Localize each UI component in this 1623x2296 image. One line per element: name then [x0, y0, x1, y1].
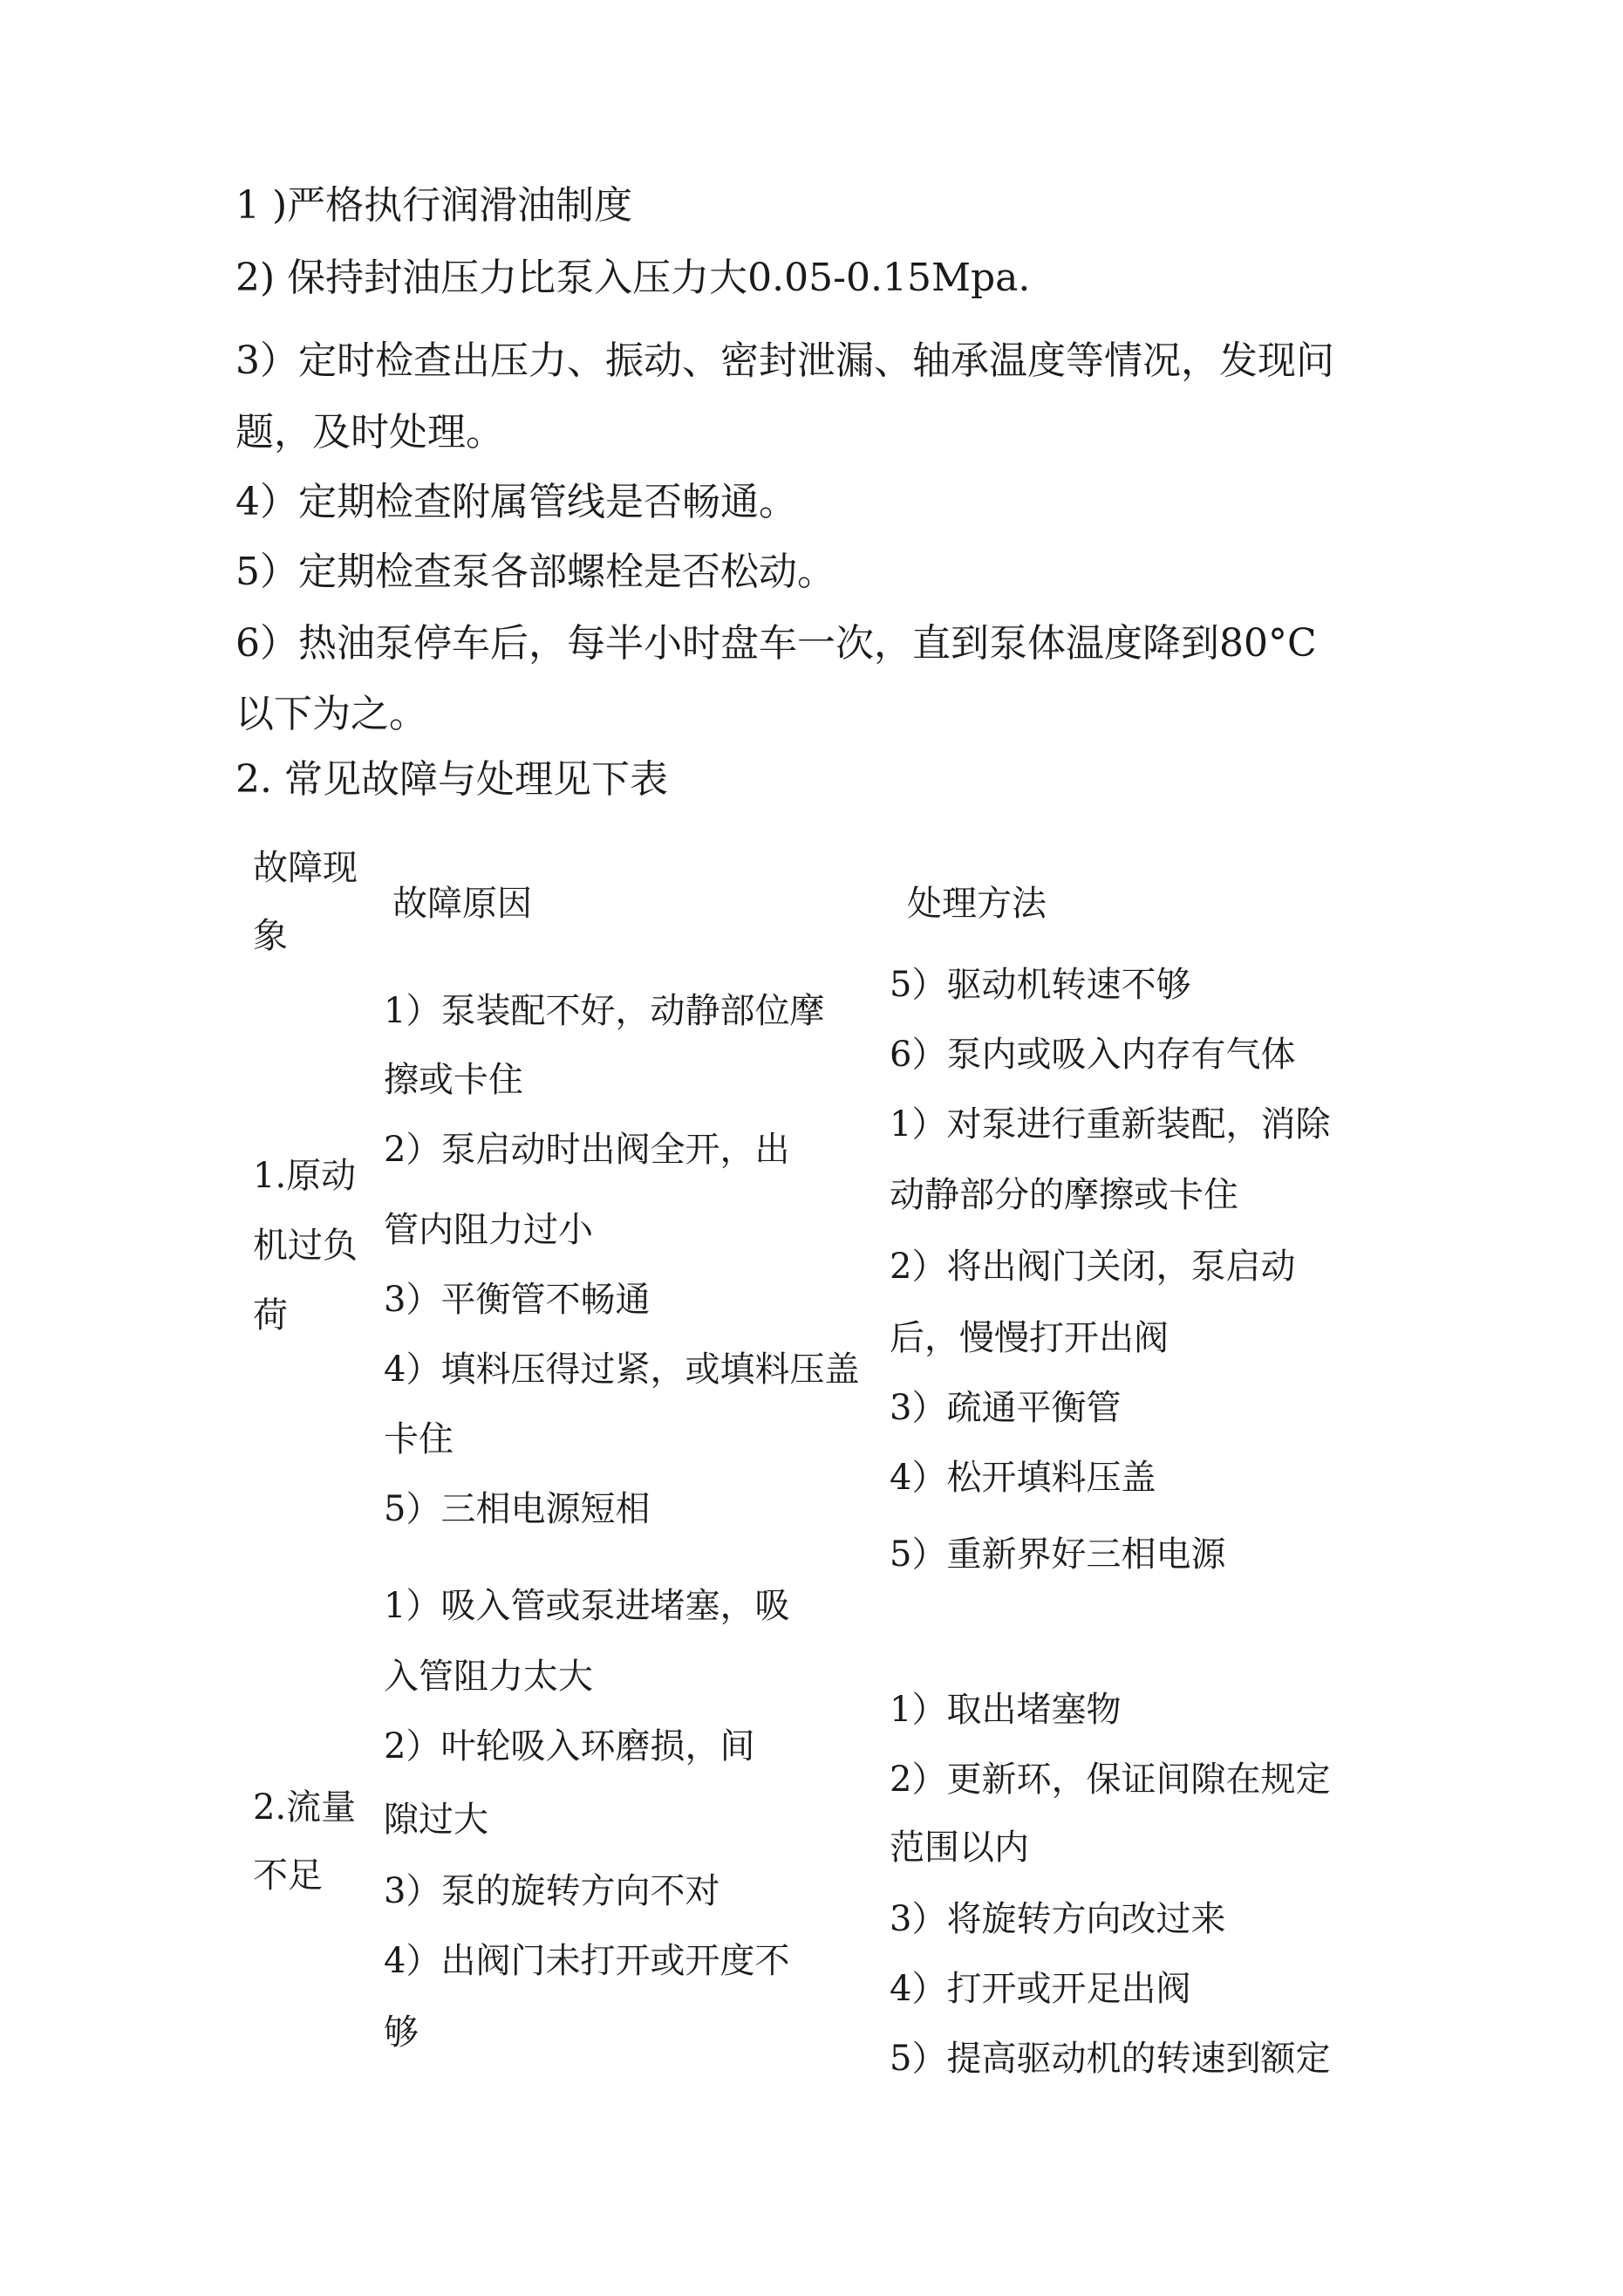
- row1-method-line-3: 1）对泵进行重新装配，消除: [890, 1104, 1331, 1145]
- row1-phenomenon-line-3: 荷: [253, 1295, 288, 1336]
- row2-cause-line-4: 隙过大: [384, 1800, 488, 1840]
- row2-method-line-5: 4）打开或开足出阀: [890, 1969, 1191, 2009]
- row1-method-line-7: 3）疏通平衡管: [890, 1388, 1122, 1428]
- table-header-cause: 故障原因: [392, 884, 532, 924]
- row1-method-line-1: 5）驱动机转速不够: [890, 965, 1191, 1005]
- rule-2: 2) 保持封油压力比泵入压力大0.05-0.15Mpa.: [235, 256, 1031, 300]
- section-title: 2. 常见故障与处理见下表: [235, 757, 668, 802]
- rule-6-line-1: 6）热油泵停车后，每半小时盘车一次，直到泵体温度降到80°C: [235, 621, 1317, 666]
- row1-method-line-6: 后，慢慢打开出阀: [890, 1318, 1169, 1358]
- row2-method-line-6: 5）提高驱动机的转速到额定: [890, 2039, 1331, 2079]
- row1-cause-line-7: 卡住: [384, 1419, 453, 1459]
- rule-4: 4）定期检查附属管线是否畅通。: [235, 480, 797, 524]
- row2-cause-line-6: 4）出阀门未打开或开度不: [384, 1941, 790, 1981]
- rule-6-line-2: 以下为之。: [235, 692, 427, 736]
- row1-cause-line-6: 4）填料压得过紧，或填料压盖: [384, 1350, 860, 1390]
- row1-method-line-5: 2）将出阀门关闭，泵启动: [890, 1247, 1296, 1287]
- row1-method-line-8: 4）松开填料压盖: [890, 1458, 1156, 1498]
- table-header-method: 处理方法: [907, 884, 1047, 924]
- row1-method-line-4: 动静部分的摩擦或卡住: [890, 1175, 1238, 1215]
- row1-cause-line-3: 2）泵启动时出阀全开，出: [384, 1130, 790, 1170]
- row2-cause-line-1: 1）吸入管或泵进堵塞，吸: [384, 1586, 790, 1626]
- rule-3-line-1: 3）定时检查出压力、振动、密封泄漏、轴承温度等情况，发现问: [235, 338, 1334, 383]
- row1-cause-line-5: 3）平衡管不畅通: [384, 1280, 651, 1320]
- header-phenomenon-line-1: 故障现: [253, 848, 358, 888]
- row2-cause-line-5: 3）泵的旋转方向不对: [384, 1871, 720, 1911]
- row1-cause-line-4: 管内阻力过小: [384, 1210, 593, 1250]
- row1-phenomenon-line-2: 机过负: [253, 1226, 358, 1266]
- row1-phenomenon-line-1: 1.原动: [253, 1156, 357, 1196]
- header-phenomenon-line-2: 象: [253, 916, 288, 956]
- rule-5: 5）定期检查泵各部螺栓是否松动。: [235, 550, 835, 594]
- row1-method-line-2: 6）泵内或吸入内存有气体: [890, 1035, 1296, 1075]
- row2-method-line-2: 2）更新环，保证间隙在规定: [890, 1760, 1331, 1800]
- row2-phenomenon-line-1: 2.流量: [253, 1787, 357, 1828]
- row2-cause-line-2: 入管阻力太大: [384, 1657, 593, 1697]
- rule-3-line-2: 题，及时处理。: [235, 410, 504, 454]
- row1-cause-line-1: 1）泵装配不好，动静部位摩: [384, 991, 825, 1031]
- row2-method-line-3: 范围以内: [890, 1828, 1029, 1868]
- rule-1: 1 )严格执行润滑油制度: [235, 183, 633, 228]
- row2-cause-line-7: 够: [384, 2012, 419, 2053]
- row1-cause-line-2: 擦或卡住: [384, 1060, 523, 1100]
- row2-method-line-1: 1）取出堵塞物: [890, 1690, 1122, 1730]
- row1-cause-line-8: 5）三相电源短相: [384, 1489, 651, 1529]
- row1-method-line-9: 5）重新界好三相电源: [890, 1534, 1226, 1575]
- row2-cause-line-3: 2）叶轮吸入环磨损，间: [384, 1726, 755, 1766]
- row2-phenomenon-line-2: 不足: [253, 1855, 323, 1896]
- row2-method-line-4: 3）将旋转方向改过来: [890, 1899, 1226, 1939]
